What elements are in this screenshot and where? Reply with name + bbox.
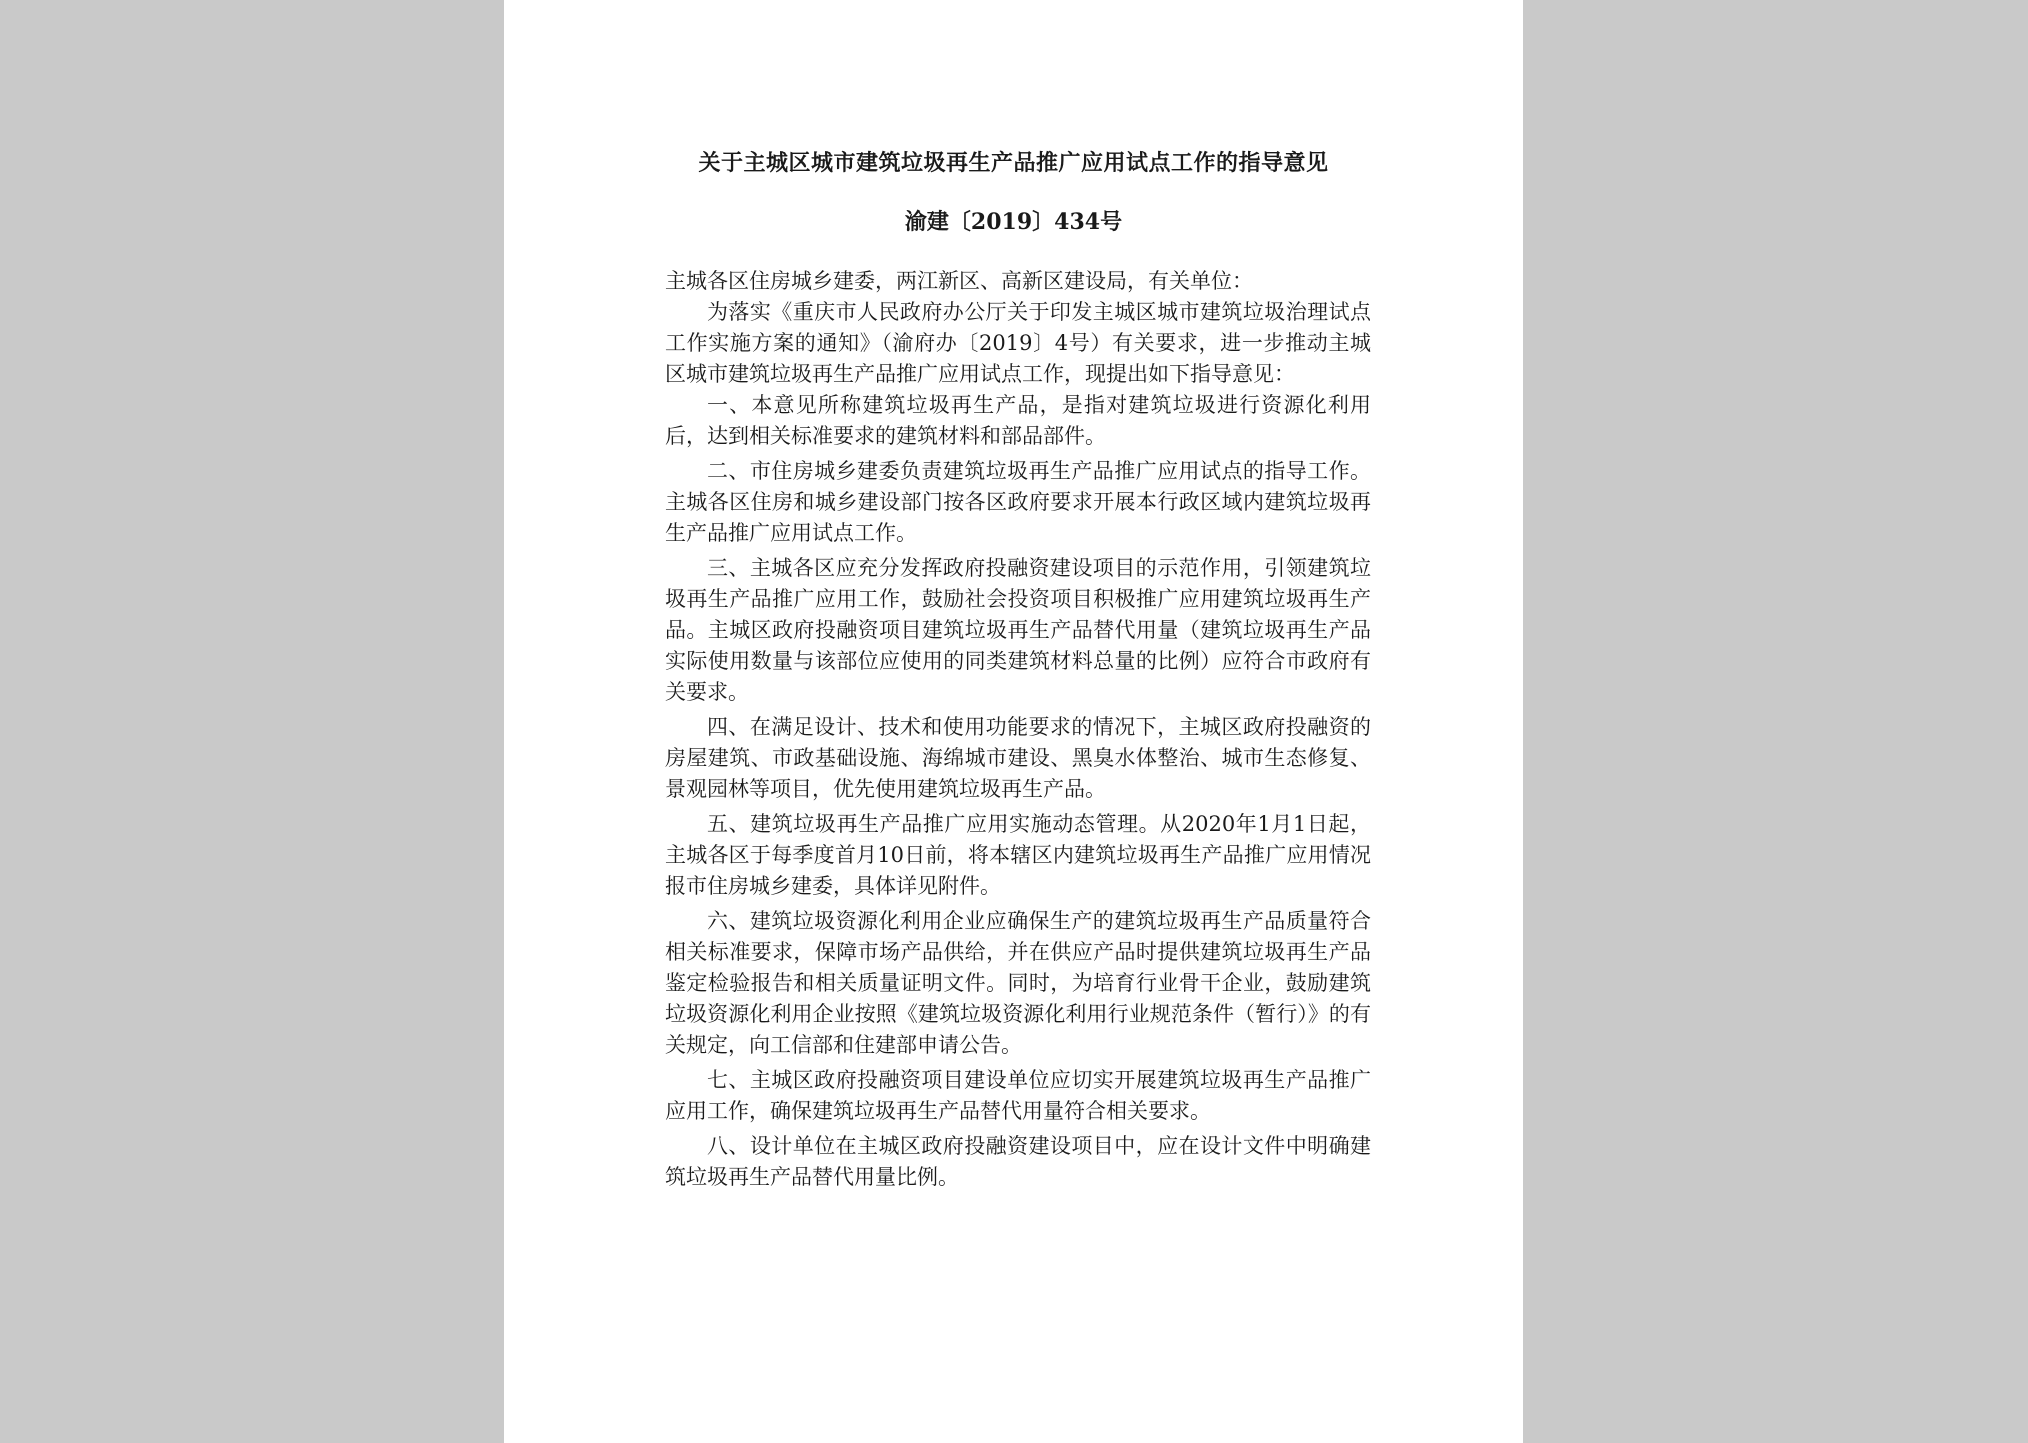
paragraph-item-8: 八、设计单位在主城区政府投融资建设项目中，应在设计文件中明确建筑垃圾再生产品替代用量比例。 xyxy=(665,1134,1371,1189)
paragraph-intro: 为落实《重庆市人民政府办公厅关于印发主城区城市建筑垃圾治理试点工作实施方案的通知》（渝府办〔2019〕4号）有关要求，进一步推动主城区城市建筑垃圾再生产品推广应用试点工作，现提出如下指导意见： xyxy=(665,300,1371,386)
document-number: 渝建〔2019〕434号 xyxy=(904,209,1123,235)
paragraph-item-6: 六、建筑垃圾资源化利用企业应确保生产的建筑垃圾再生产品质量符合相关标准要求，保障市场产品供给，并在供应产品时提供建筑垃圾再生产品鉴定检验报告和相关质量证明文件。同时，为培育行业骨干企业，鼓励建筑垃圾资源化利用企业按照《建筑垃圾资源化利用行业规范条件（暂行）》的有关规定，向工信部和住建部申请公告。 xyxy=(665,909,1371,1057)
salutation: 主城各区住房城乡建委，两江新区、高新区建设局，有关单位： xyxy=(665,269,1253,293)
document-body xyxy=(665,266,1371,1193)
paragraph-item-5: 五、建筑垃圾再生产品推广应用实施动态管理。从2020年1月1日起，主城各区于每季度首月10日前，将本辖区内建筑垃圾再生产品推广应用情况报市住房城乡建委，具体详见附件。 xyxy=(665,812,1371,898)
paragraph-item-2: 二、市住房城乡建委负责建筑垃圾再生产品推广应用试点的指导工作。主城各区住房和城乡建设部门按各区政府要求开展本行政区域内建筑垃圾再生产品推广应用试点工作。 xyxy=(665,459,1371,545)
paragraph-item-7: 七、主城区政府投融资项目建设单位应切实开展建筑垃圾再生产品推广应用工作，确保建筑垃圾再生产品替代用量符合相关要求。 xyxy=(665,1068,1371,1123)
paragraph-item-4: 四、在满足设计、技术和使用功能要求的情况下，主城区政府投融资的房屋建筑、市政基础设施、海绵城市建设、黑臭水体整治、城市生态修复、景观园林等项目，优先使用建筑垃圾再生产品。 xyxy=(665,715,1371,801)
document-title: 关于主城区城市建筑垃圾再生产品推广应用试点工作的指导意见 xyxy=(698,150,1329,176)
document-page xyxy=(504,0,1523,1443)
paragraph-item-3: 三、主城各区应充分发挥政府投融资建设项目的示范作用，引领建筑垃圾再生产品推广应用工作，鼓励社会投资项目积极推广应用建筑垃圾再生产品。主城区政府投融资项目建筑垃圾再生产品替代用量（建筑垃圾再生产品实际使用数量与该部位应使用的同类建筑材料总量的比例）应符合市政府有关要求。 xyxy=(665,556,1371,704)
paragraph-item-1: 一、本意见所称建筑垃圾再生产品，是指对建筑垃圾进行资源化利用后，达到相关标准要求的建筑材料和部品部件。 xyxy=(665,393,1371,448)
